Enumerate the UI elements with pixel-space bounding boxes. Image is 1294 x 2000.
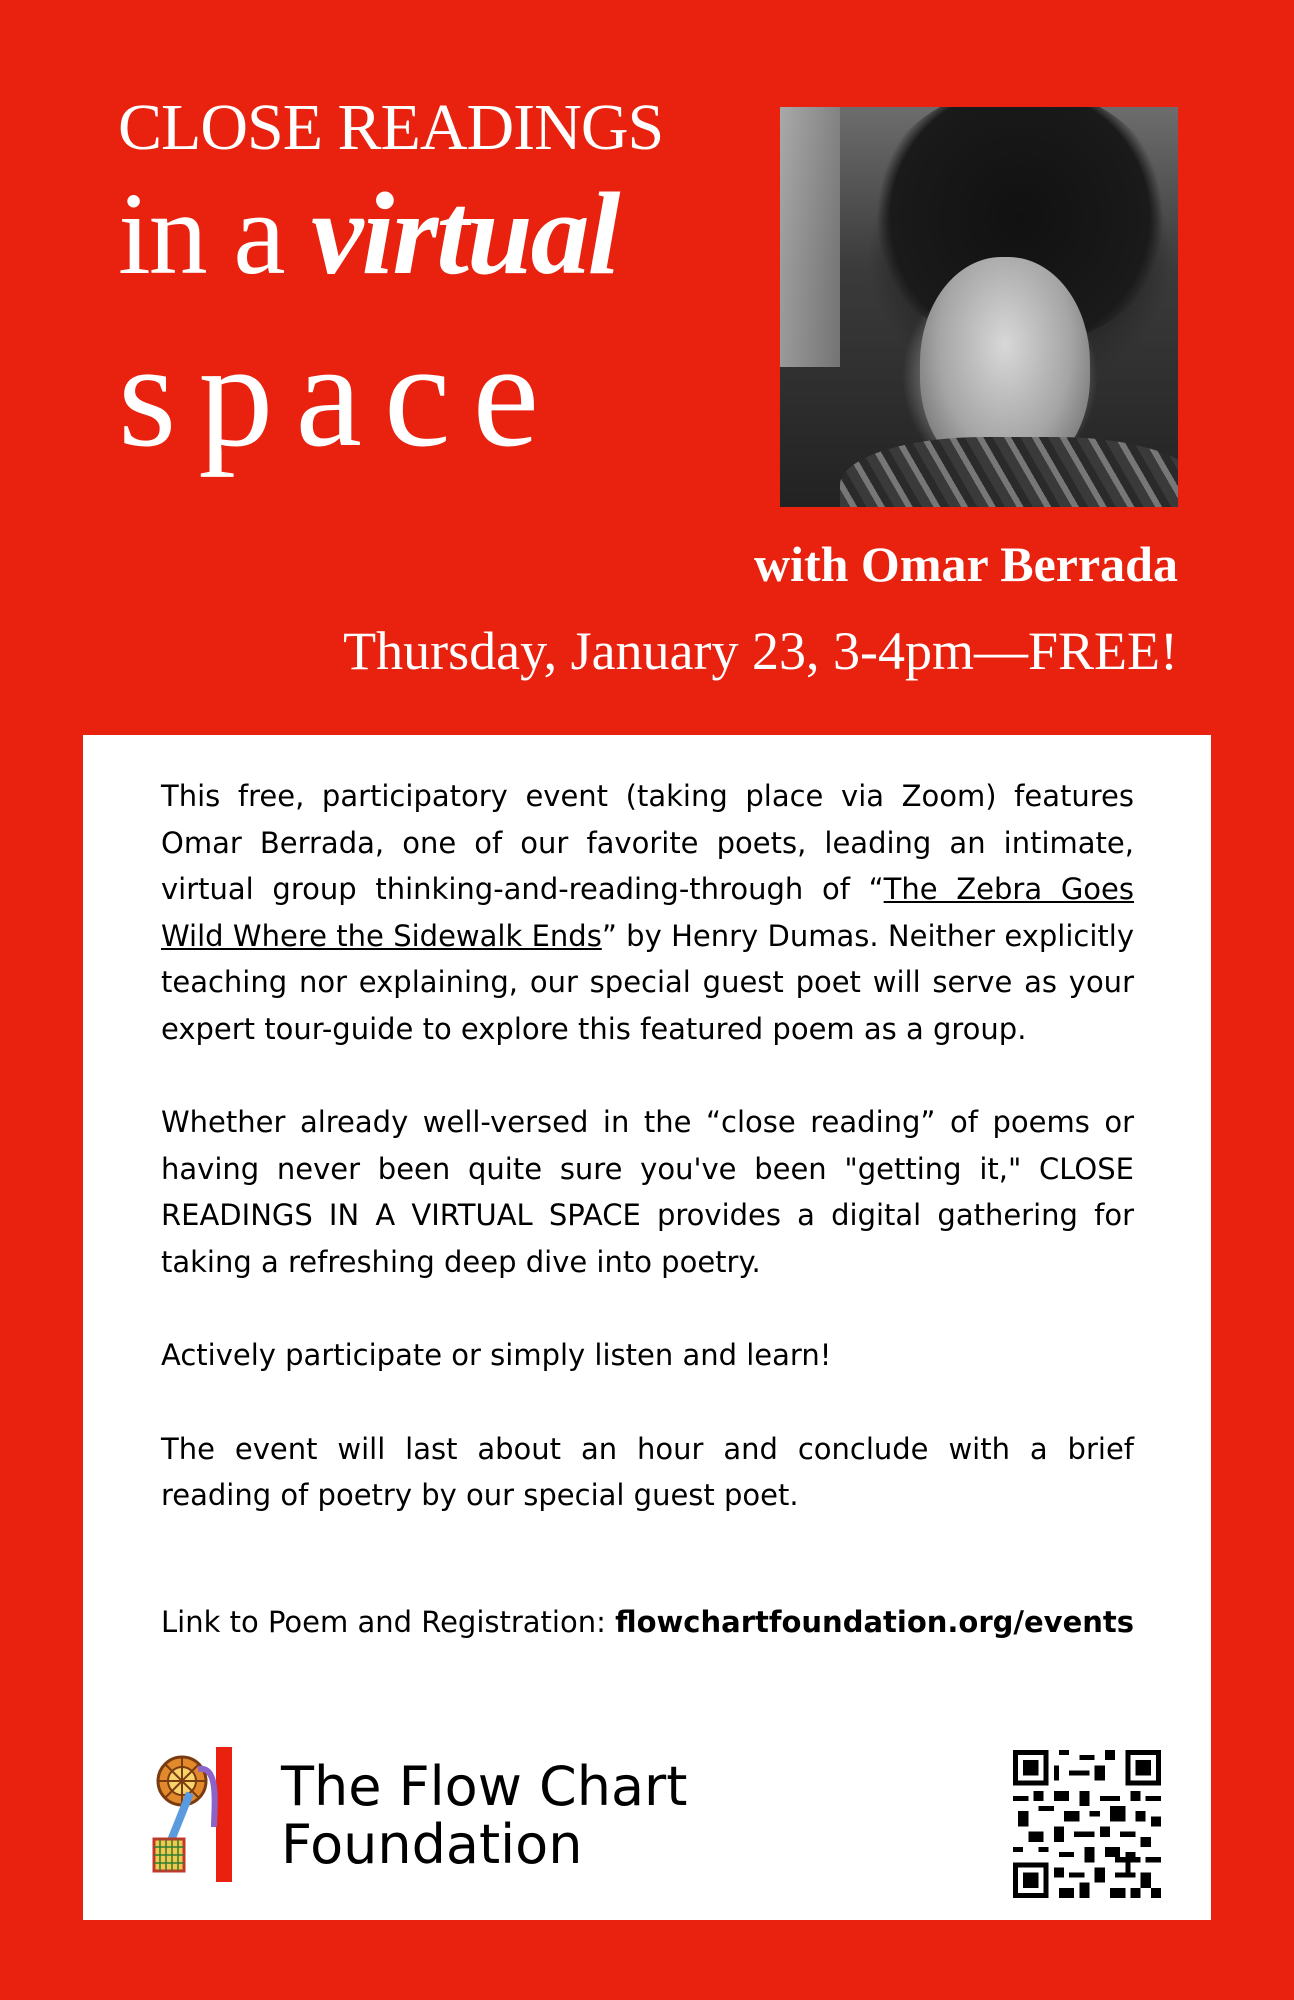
paragraph-1 (161, 773, 1134, 1052)
qr-code-icon[interactable] (1013, 1750, 1161, 1898)
paragraph-1-end: ” by Henry Dumas. Neither explicitly teaching nor explaining, our special guest poet will serve as your expert tour-guide to explore this featured poem as a group. (161, 918, 1134, 1046)
poet-portrait-photo (780, 107, 1178, 507)
organization-name-line-2: Foundation (281, 1813, 583, 1876)
paragraph-1-start: This free, participatory event (taking place via Zoom) features Omar Berrada, one of our favorite poets, leading an intimate, virtual group thinking-and-reading-through of “ (161, 779, 1134, 906)
paragraph-4: The event will last about an hour and conclude with a brief reading of poetry by our special guest poet. (161, 1431, 1134, 1512)
title-line-2-italic: virtual (311, 168, 619, 299)
title-line-3: space (118, 312, 562, 478)
organization-name-line-1: The Flow Chart (281, 1755, 688, 1818)
title-line-2 (118, 168, 619, 299)
registration-url[interactable]: flowchartfoundation.org/events (615, 1605, 1135, 1639)
flow-chart-foundation-logo-icon (150, 1747, 260, 1882)
organization-name (281, 1755, 688, 1876)
title-line-1: CLOSE READINGS (118, 91, 664, 164)
registration-label: Link to Poem and Registration: (161, 1605, 616, 1639)
description-card (83, 735, 1211, 1920)
poem-link[interactable]: The Zebra Goes Wild Where the Sidewalk Ends (161, 872, 1134, 953)
title-line-2-regular: in a (118, 168, 312, 299)
event-description (161, 773, 1134, 1566)
guest-poet-line: with Omar Berrada (753, 536, 1178, 592)
event-date-line: Thursday, January 23, 3-4pm—FREE! (343, 621, 1178, 681)
paragraph-2: Whether already well-versed in the “close reading” of poems or having never been quite sure you've been "getting it," CLOSE READINGS IN A VIRTUAL SPACE provides a digital gathering for taking a refreshing deep dive into poetry. (161, 1105, 1134, 1279)
registration-line (161, 1605, 1141, 1639)
paragraph-3: Actively participate or simply listen and learn! (161, 1338, 832, 1372)
